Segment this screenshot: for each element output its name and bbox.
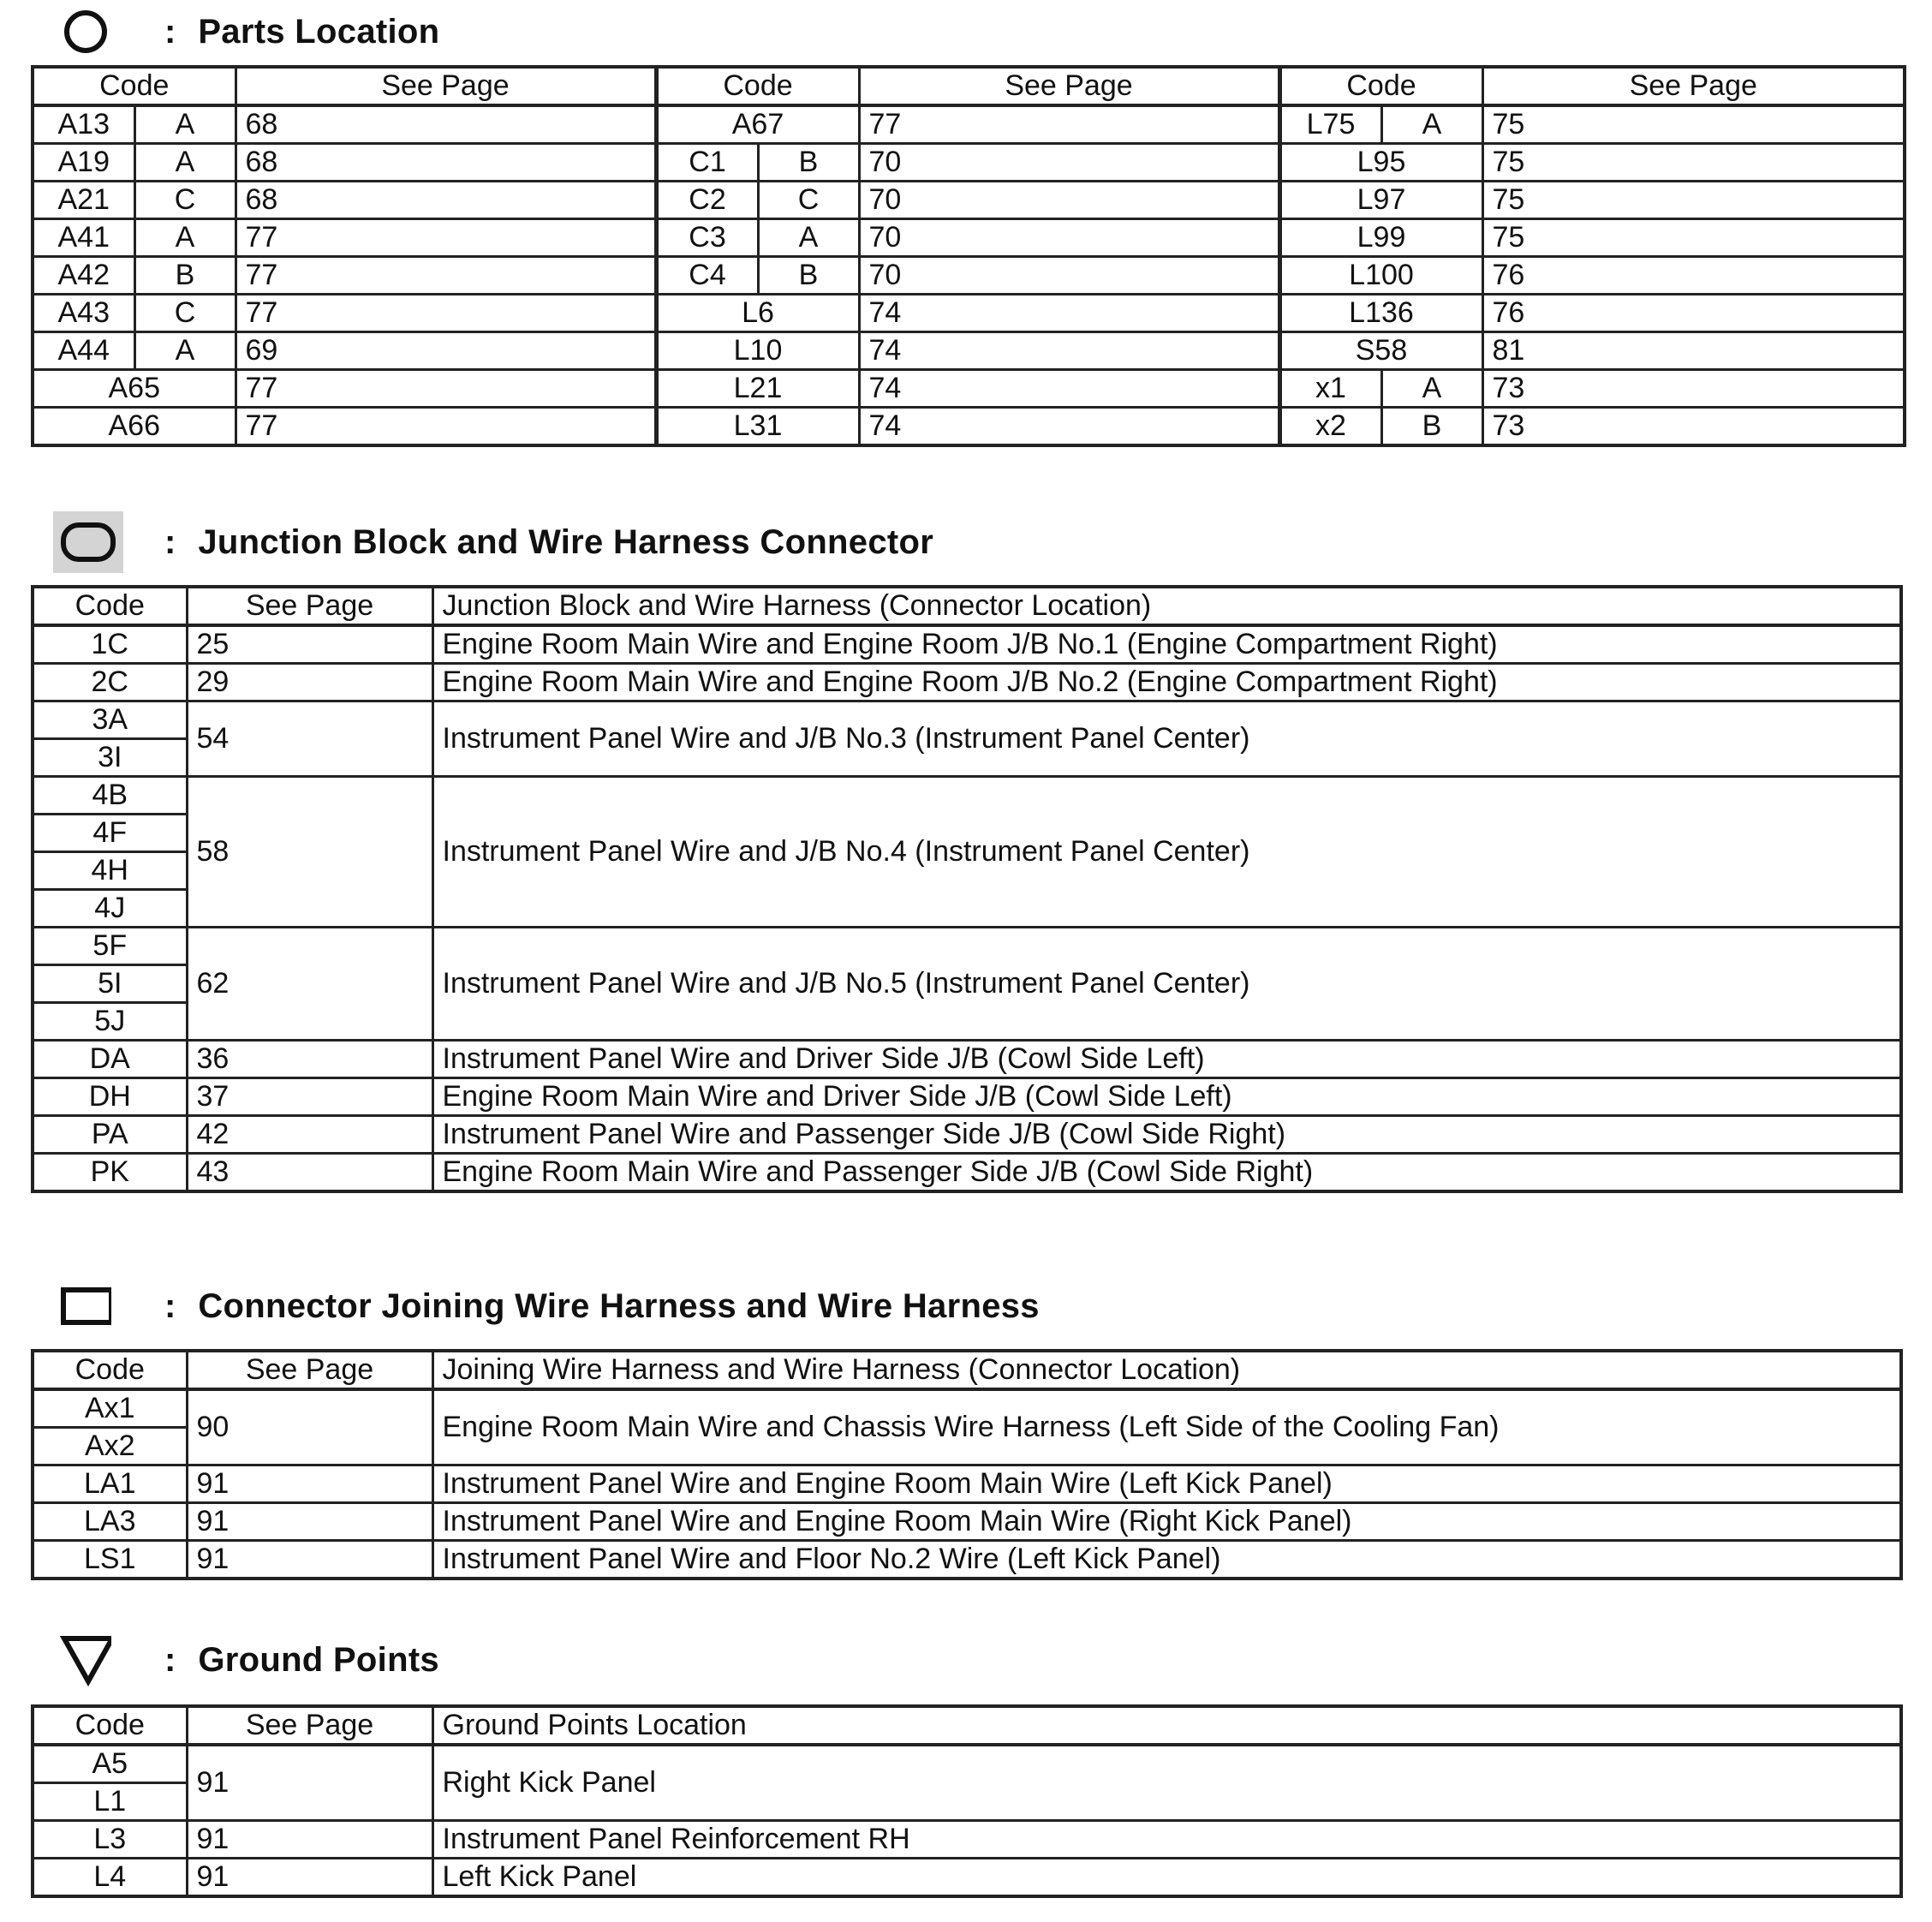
code-cell: 5J	[33, 1003, 187, 1041]
see-page-cell: 77	[236, 257, 656, 295]
table-row	[33, 105, 1905, 144]
code-suffix-cell: C	[758, 182, 859, 219]
header-see-page: See Page	[187, 587, 432, 625]
circle-icon	[60, 6, 111, 57]
see-page-cell: 68	[236, 105, 656, 144]
code-suffix-cell: C	[134, 182, 236, 219]
see-page-cell: 75	[1482, 144, 1905, 182]
table-row	[33, 182, 1905, 219]
see-page-cell: 62	[187, 928, 432, 1041]
header-location: Ground Points Location	[432, 1706, 1901, 1745]
code-cell: C4	[656, 257, 758, 295]
code-cell: L10	[656, 332, 859, 370]
code-cell: 2C	[33, 664, 187, 701]
table-row	[33, 777, 1901, 815]
table-row	[33, 219, 1905, 257]
code-cell: PK	[33, 1154, 187, 1192]
see-page-cell: 25	[187, 625, 432, 664]
see-page-cell: 77	[236, 295, 656, 332]
see-page-cell: 74	[859, 295, 1279, 332]
code-cell: L31	[656, 408, 859, 446]
ground-points-table	[31, 1704, 1903, 1898]
code-cell: L4	[33, 1859, 187, 1897]
code-cell: L3	[33, 1821, 187, 1859]
rounded-rectangle-icon	[53, 511, 123, 573]
location-cell: Instrument Panel Wire and Engine Room Main Wire (Left Kick Panel)	[432, 1465, 1901, 1503]
table-header-row	[33, 1351, 1901, 1389]
code-cell: LA1	[33, 1465, 187, 1503]
see-page-cell: 90	[187, 1389, 432, 1465]
connector-joining-table	[31, 1349, 1903, 1580]
table-row	[33, 625, 1901, 664]
section-title: Junction Block and Wire Harness Connector	[198, 522, 934, 561]
see-page-cell: 54	[187, 701, 432, 777]
see-page-cell: 74	[859, 370, 1279, 408]
see-page-cell: 75	[1482, 219, 1905, 257]
see-page-cell: 91	[187, 1541, 432, 1579]
parts-location-heading	[60, 2, 439, 62]
code-cell: DA	[33, 1041, 187, 1078]
see-page-cell: 68	[236, 144, 656, 182]
code-cell: A66	[33, 408, 236, 446]
code-suffix-cell: B	[758, 257, 859, 295]
table-row	[33, 1541, 1901, 1579]
code-cell: 3A	[33, 701, 187, 739]
table-row	[33, 1745, 1901, 1783]
code-cell: A43	[33, 295, 134, 332]
location-cell: Instrument Panel Wire and J/B No.5 (Instrument Panel Center)	[432, 928, 1901, 1041]
header-see-page: See Page	[1482, 67, 1905, 105]
see-page-cell: 81	[1482, 332, 1905, 370]
code-cell: A41	[33, 219, 134, 257]
see-page-cell: 68	[236, 182, 656, 219]
see-page-cell: 75	[1482, 105, 1905, 144]
header-see-page: See Page	[859, 67, 1279, 105]
code-cell: DH	[33, 1078, 187, 1116]
code-cell: A21	[33, 182, 134, 219]
location-cell: Instrument Panel Wire and J/B No.3 (Instrument Panel Center)	[432, 701, 1901, 777]
code-cell: 1C	[33, 625, 187, 664]
location-cell: Instrument Panel Wire and Driver Side J/B (Cowl Side Left)	[432, 1041, 1901, 1078]
code-cell: A65	[33, 370, 236, 408]
heading-colon: :	[164, 1286, 176, 1325]
table-row	[33, 1389, 1901, 1428]
location-cell: Engine Room Main Wire and Engine Room J/B No.1 (Engine Compartment Right)	[432, 625, 1901, 664]
header-code: Code	[1279, 67, 1482, 105]
code-suffix-cell: A	[134, 105, 236, 144]
table-row	[33, 664, 1901, 701]
table-row	[33, 370, 1905, 408]
table-row	[33, 1041, 1901, 1078]
code-cell: L1	[33, 1783, 187, 1821]
table-row	[33, 332, 1905, 370]
table-row	[33, 1821, 1901, 1859]
section-title: Parts Location	[198, 12, 440, 51]
code-cell: A44	[33, 332, 134, 370]
location-cell: Instrument Panel Reinforcement RH	[432, 1821, 1901, 1859]
table-row	[33, 1154, 1901, 1192]
see-page-cell: 77	[236, 370, 656, 408]
code-cell: A5	[33, 1745, 187, 1783]
heading-colon: :	[164, 1640, 176, 1679]
see-page-cell: 43	[187, 1154, 432, 1192]
header-see-page: See Page	[187, 1351, 432, 1389]
table-header-row	[33, 1706, 1901, 1745]
heading-colon: :	[164, 12, 176, 51]
location-cell: Instrument Panel Wire and Passenger Side J/B (Cowl Side Right)	[432, 1116, 1901, 1154]
code-cell: L97	[1279, 182, 1482, 219]
junction-block-heading	[60, 512, 933, 572]
header-code: Code	[33, 1351, 187, 1389]
code-cell: L100	[1279, 257, 1482, 295]
code-cell: x1	[1279, 370, 1381, 408]
code-suffix-cell: B	[1381, 408, 1482, 446]
header-see-page: See Page	[236, 67, 656, 105]
see-page-cell: 91	[187, 1859, 432, 1897]
code-cell: 4B	[33, 777, 187, 815]
see-page-cell: 73	[1482, 408, 1905, 446]
code-cell: C1	[656, 144, 758, 182]
header-location: Junction Block and Wire Harness (Connector Location)	[432, 587, 1901, 625]
table-row	[33, 257, 1905, 295]
code-cell: LS1	[33, 1541, 187, 1579]
header-see-page: See Page	[187, 1706, 432, 1745]
connector-joining-heading	[60, 1276, 1040, 1336]
code-cell: L6	[656, 295, 859, 332]
code-cell: L75	[1279, 105, 1381, 144]
see-page-cell: 36	[187, 1041, 432, 1078]
see-page-cell: 76	[1482, 295, 1905, 332]
see-page-cell: 73	[1482, 370, 1905, 408]
triangle-down-icon	[60, 1634, 111, 1686]
see-page-cell: 29	[187, 664, 432, 701]
code-cell: x2	[1279, 408, 1381, 446]
code-cell: 5F	[33, 928, 187, 965]
code-cell: 4F	[33, 815, 187, 852]
code-cell: 4J	[33, 890, 187, 928]
see-page-cell: 74	[859, 408, 1279, 446]
table-row	[33, 408, 1905, 446]
header-location: Joining Wire Harness and Wire Harness (Connector Location)	[432, 1351, 1901, 1389]
rectangle-icon	[60, 1280, 111, 1332]
code-suffix-cell: A	[134, 144, 236, 182]
header-code: Code	[33, 1706, 187, 1745]
location-cell: Right Kick Panel	[432, 1745, 1901, 1821]
location-cell: Instrument Panel Wire and J/B No.4 (Instrument Panel Center)	[432, 777, 1901, 928]
code-cell: 3I	[33, 739, 187, 777]
code-cell: C3	[656, 219, 758, 257]
header-code: Code	[33, 587, 187, 625]
code-cell: 4H	[33, 852, 187, 890]
code-suffix-cell: A	[758, 219, 859, 257]
table-row	[33, 1078, 1901, 1116]
code-cell: Ax2	[33, 1428, 187, 1465]
code-suffix-cell: A	[1381, 105, 1482, 144]
see-page-cell: 77	[236, 408, 656, 446]
see-page-cell: 91	[187, 1821, 432, 1859]
code-cell: PA	[33, 1116, 187, 1154]
table-row	[33, 295, 1905, 332]
header-code: Code	[656, 67, 859, 105]
see-page-cell: 58	[187, 777, 432, 928]
code-cell: L21	[656, 370, 859, 408]
code-cell: LA3	[33, 1503, 187, 1541]
section-title: Connector Joining Wire Harness and Wire Harness	[198, 1286, 1040, 1325]
code-suffix-cell: A	[134, 219, 236, 257]
see-page-cell: 75	[1482, 182, 1905, 219]
parts-location-table	[31, 65, 1906, 447]
location-cell: Engine Room Main Wire and Chassis Wire Harness (Left Side of the Cooling Fan)	[432, 1389, 1901, 1465]
code-cell: 5I	[33, 965, 187, 1003]
table-header-row	[33, 67, 1905, 105]
code-suffix-cell: B	[134, 257, 236, 295]
code-cell: C2	[656, 182, 758, 219]
location-cell: Instrument Panel Wire and Engine Room Main Wire (Right Kick Panel)	[432, 1503, 1901, 1541]
location-cell: Engine Room Main Wire and Passenger Side J/B (Cowl Side Right)	[432, 1154, 1901, 1192]
see-page-cell: 70	[859, 219, 1279, 257]
see-page-cell: 91	[187, 1745, 432, 1821]
see-page-cell: 91	[187, 1465, 432, 1503]
see-page-cell: 69	[236, 332, 656, 370]
heading-colon: :	[164, 522, 176, 561]
code-suffix-cell: A	[134, 332, 236, 370]
table-row	[33, 701, 1901, 739]
table-row	[33, 1503, 1901, 1541]
table-row	[33, 1116, 1901, 1154]
table-row	[33, 928, 1901, 965]
see-page-cell: 77	[236, 219, 656, 257]
header-code: Code	[33, 67, 236, 105]
location-cell: Left Kick Panel	[432, 1859, 1901, 1897]
see-page-cell: 37	[187, 1078, 432, 1116]
see-page-cell: 77	[859, 105, 1279, 144]
code-cell: L99	[1279, 219, 1482, 257]
table-header-row	[33, 587, 1901, 625]
table-row	[33, 1465, 1901, 1503]
ground-points-heading	[60, 1630, 439, 1690]
code-suffix-cell: B	[758, 144, 859, 182]
location-cell: Engine Room Main Wire and Engine Room J/B No.2 (Engine Compartment Right)	[432, 664, 1901, 701]
see-page-cell: 42	[187, 1116, 432, 1154]
code-cell: L136	[1279, 295, 1482, 332]
code-cell: L95	[1279, 144, 1482, 182]
code-cell: Ax1	[33, 1389, 187, 1428]
junction-block-table	[31, 585, 1903, 1193]
location-cell: Engine Room Main Wire and Driver Side J/B (Cowl Side Left)	[432, 1078, 1901, 1116]
code-cell: A19	[33, 144, 134, 182]
code-cell: A42	[33, 257, 134, 295]
code-cell: A67	[656, 105, 859, 144]
section-title: Ground Points	[198, 1640, 439, 1679]
code-suffix-cell: C	[134, 295, 236, 332]
see-page-cell: 70	[859, 257, 1279, 295]
see-page-cell: 70	[859, 182, 1279, 219]
table-row	[33, 1859, 1901, 1897]
code-cell: A13	[33, 105, 134, 144]
see-page-cell: 76	[1482, 257, 1905, 295]
see-page-cell: 91	[187, 1503, 432, 1541]
location-cell: Instrument Panel Wire and Floor No.2 Wire (Left Kick Panel)	[432, 1541, 1901, 1579]
code-suffix-cell: A	[1381, 370, 1482, 408]
code-cell: S58	[1279, 332, 1482, 370]
see-page-cell: 70	[859, 144, 1279, 182]
table-row	[33, 144, 1905, 182]
see-page-cell: 74	[859, 332, 1279, 370]
